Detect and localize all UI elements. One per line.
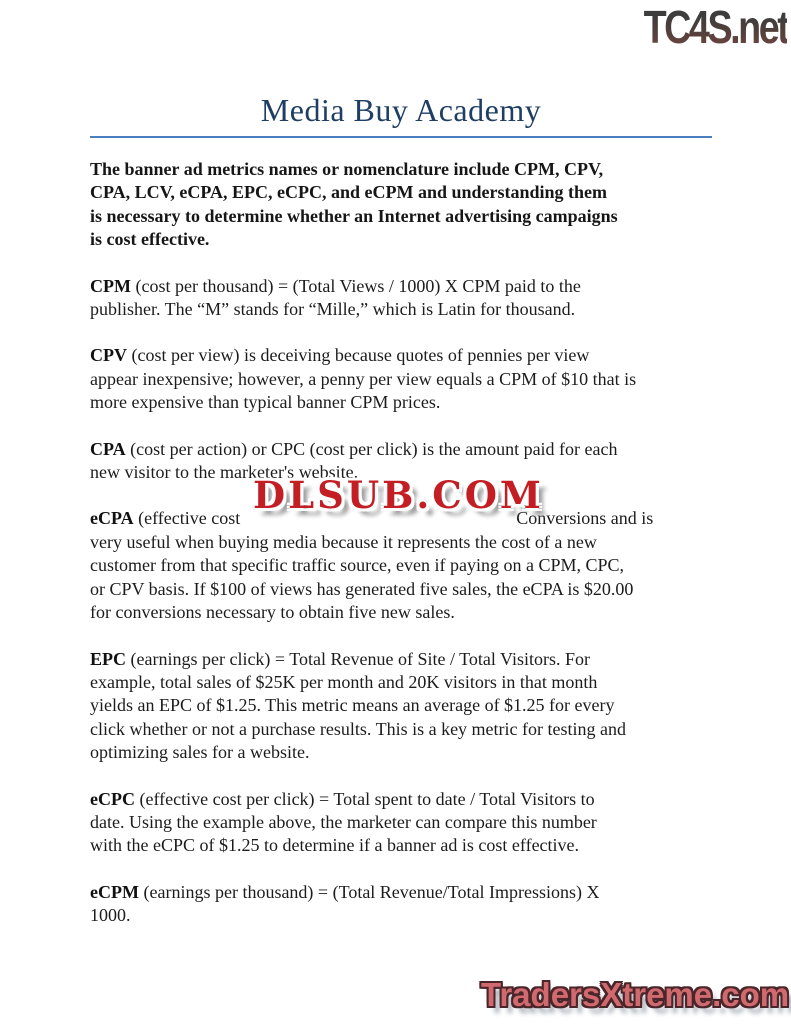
dlsub-watermark: DLSUB.COM [253,473,544,518]
metric-term-ecpc: eCPC [90,788,135,809]
text-line: (cost per thousand) = (Total Views / 1000) X CPM paid to the [130,275,581,296]
tc4s-logo-watermark: TC4S.net [643,1,787,53]
intro-paragraph [90,158,718,252]
text-line: new visitor to the marketer's website. [90,462,359,483]
metric-term-epc: EPC [90,648,126,669]
text-line: date. Using the example above, the marketer can compare this number [90,811,597,832]
text-line: appear inexpensive; however, a penny per view equals a CPM of $10 that is [90,368,637,389]
text-line: for conversions necessary to obtain five new sales. [90,602,455,623]
paragraph-cpm [90,275,718,322]
paragraph-epc [90,648,718,765]
metric-term-ecpm: eCPM [90,881,139,902]
text-line: (earnings per thousand) = (Total Revenue/Total Impressions) X [138,881,600,902]
paragraph-ecpm [90,881,718,928]
text-line: example, total sales of $25K per month and 20K visitors in that month [90,671,598,692]
metric-term-ecpa: eCPA [90,508,134,529]
text-line: (cost per action) or CPC (cost per click) is the amount paid for each [125,438,618,459]
text-line: optimizing sales for a website. [90,742,310,763]
text-line: customer from that specific traffic source, even if paying on a CPM, CPC, [90,555,625,576]
text-line: very useful when buying media because it represents the cost of a new [90,531,597,552]
text-line: click whether or not a purchase results. This is a key metric for testing and [90,718,627,739]
tradersxtreme-watermark: TradersXtreme.com [481,976,790,1013]
metric-term-cpv: CPV [90,345,127,366]
metric-term-cpa: CPA [90,438,126,459]
paragraph-ecpc [90,788,718,858]
text-line: or CPV basis. If $100 of views has generated five sales, the eCPA is $20.00 [90,578,634,599]
title-block [90,92,712,138]
paragraph-cpv [90,344,718,414]
page-title: Media Buy Academy [260,92,542,128]
text-line: 1000. [90,905,131,926]
text-line: The banner ad metrics names or nomenclature include CPM, CPV, [90,159,604,179]
text-line: more expensive than typical banner CPM prices. [90,392,441,413]
paragraph-ecpa [90,473,718,624]
text-line: (cost per view) is deceiving because quotes of pennies per view [127,345,590,366]
text-line: (earnings per click) = Total Revenue of Site / Total Visitors. For [126,648,590,669]
text-line: with the eCPC of $1.25 to determine if a banner ad is cost effective. [90,835,580,856]
text-line: (effective cost per click) = Total spent to date / Total Visitors to [134,788,595,809]
text-line: yields an EPC of $1.25. This metric means an average of $1.25 for every [90,695,615,716]
text-line: is necessary to determine whether an Internet advertising campaigns [90,205,618,226]
text-line: CPA, LCV, eCPA, EPC, eCPC, and eCPM and understanding them [90,182,608,203]
text-line: Conversions and is [516,508,654,529]
text-line: (effective cost [133,508,241,529]
text-line: is cost effective. [90,229,210,250]
text-line: publisher. The “M” stands for “Mille,” which is Latin for thousand. [90,299,576,320]
document-body [90,158,718,951]
metric-term-cpm: CPM [90,275,131,296]
